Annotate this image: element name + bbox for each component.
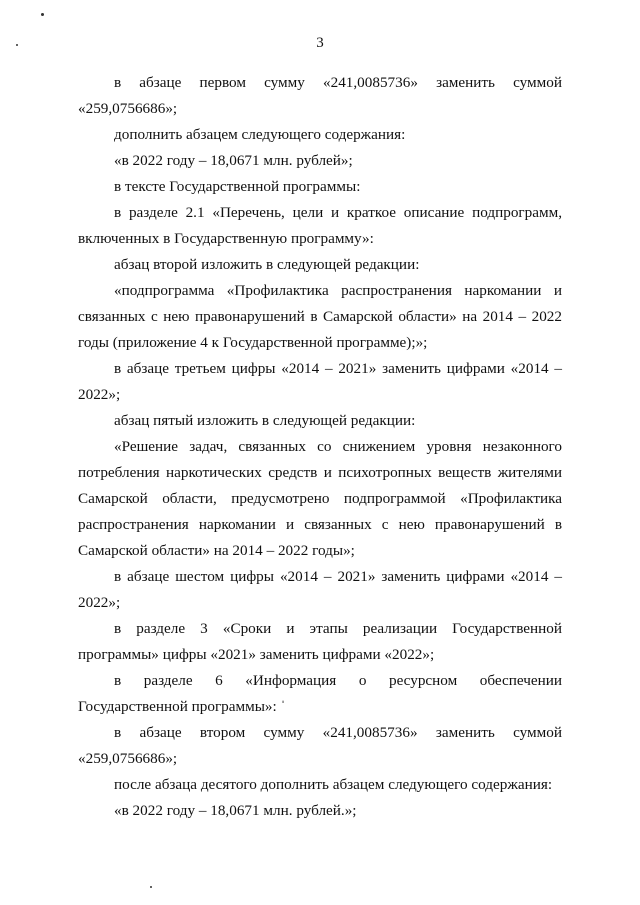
page-number: 3 (316, 35, 324, 51)
document-body (78, 70, 562, 824)
paragraph: в абзаце первом сумму «241,0085736» заменить суммой «259,0756686»; (78, 74, 562, 117)
paragraph: в тексте Государственной программы: (114, 178, 361, 195)
paragraph: в разделе 2.1 «Перечень, цели и краткое описание подпрограмм, включенных в Государственную программу»: (78, 204, 562, 247)
paragraph: в абзаце третьем цифры «2014 – 2021» заменить цифрами «2014 – 2022»; (78, 360, 562, 403)
paragraph: абзац пятый изложить в следующей редакции: (114, 412, 416, 429)
paragraph: в абзаце втором сумму «241,0085736» заменить суммой «259,0756686»; (78, 724, 562, 767)
paragraph: после абзаца десятого дополнить абзацем следующего содержания: (114, 776, 553, 793)
paragraph: «в 2022 году – 18,0671 млн. рублей.»; (114, 802, 357, 819)
paragraph: «Решение задач, связанных со снижением уровня незаконного потребления наркотических средств и психотропных веществ жителями Самарской области, предусмотрено подпрограммой «Профилактика распространения наркомании и связанных с нею правонарушений в Самарской области» на 2014 – 2022 годы»; (78, 438, 562, 559)
paragraph: в разделе 3 «Сроки и этапы реализации Государственной программы» цифры «2021» заменить цифрами «2022»; (78, 620, 562, 663)
paragraph: абзац второй изложить в следующей редакции: (114, 256, 420, 273)
paragraph: «в 2022 году – 18,0671 млн. рублей»; (114, 152, 353, 169)
paragraph: в абзаце шестом цифры «2014 – 2021» заменить цифрами «2014 – 2022»; (78, 568, 562, 611)
paragraph: дополнить абзацем следующего содержания: (114, 126, 406, 143)
paragraph: в разделе 6 «Информация о ресурсном обеспечении Государственной программы»: ˈ (78, 672, 562, 715)
scan-speck (150, 886, 152, 888)
paragraph: «подпрограмма «Профилактика распространения наркомании и связанных с нею правонарушений в Самарской области» на 2014 – 2022 годы (приложение 4 к Государственной программе);»; (78, 282, 562, 351)
scan-speck (41, 13, 44, 16)
